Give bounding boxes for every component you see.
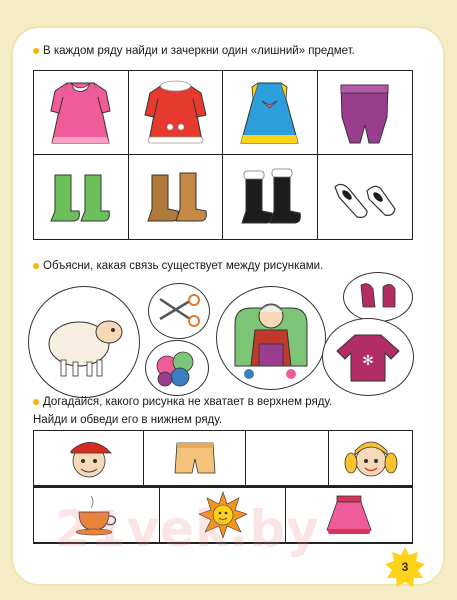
sweater-circle[interactable] xyxy=(322,318,414,396)
sweater-icon xyxy=(333,329,403,385)
shorts-cell[interactable] xyxy=(144,431,246,486)
page-number: 3 xyxy=(401,560,409,574)
black-boots-icon xyxy=(232,161,307,233)
scissors-icon xyxy=(156,293,202,329)
red-fur-coat-cell[interactable] xyxy=(129,71,224,155)
skirt-icon xyxy=(321,490,377,540)
task3-instruction xyxy=(33,396,332,408)
task3-text-1: Догадайся, какого рисунка не хватает в верхнем ряду. xyxy=(43,396,333,408)
task1-grid xyxy=(33,70,413,240)
bullet-icon xyxy=(33,48,39,54)
purple-romper-icon xyxy=(327,77,402,149)
black-boots-cell[interactable] xyxy=(223,155,318,239)
yarn-balls-icon xyxy=(152,348,202,388)
task1-instruction xyxy=(33,45,355,57)
boy-face-icon xyxy=(61,433,117,483)
bullet-icon xyxy=(33,399,39,405)
yarn-circle[interactable] xyxy=(145,340,209,396)
pink-dress-icon xyxy=(43,77,118,149)
shorts-icon xyxy=(167,433,223,483)
task3-top-row xyxy=(33,430,413,487)
white-shoes-icon xyxy=(327,161,402,233)
pink-dress-cell[interactable] xyxy=(34,71,129,155)
grandma-circle[interactable] xyxy=(216,286,326,390)
empty-cell[interactable] xyxy=(246,431,329,486)
task1-text: В каждом ряду найди и зачеркни один «лишний» предмет. xyxy=(43,45,355,57)
watermark-text: 21vek.by xyxy=(55,500,320,558)
girl-face-cell[interactable] xyxy=(329,431,412,486)
mittens-circle[interactable] xyxy=(343,272,413,322)
green-boots-icon xyxy=(43,161,118,233)
sheep-icon xyxy=(39,302,129,382)
sheep-circle[interactable] xyxy=(28,286,140,398)
red-fur-coat-icon xyxy=(138,77,213,149)
grandma-knitting-icon xyxy=(229,294,313,382)
brown-boots-icon xyxy=(138,161,213,233)
task2-instruction xyxy=(33,260,323,272)
task3-instruction-2 xyxy=(33,414,222,426)
mittens-icon xyxy=(355,281,401,313)
white-shoes-cell[interactable] xyxy=(318,155,413,239)
green-boots-cell[interactable] xyxy=(34,155,129,239)
brown-boots-cell[interactable] xyxy=(129,155,224,239)
purple-romper-cell[interactable] xyxy=(318,71,413,155)
svg-text:✻: ✻ xyxy=(362,353,374,369)
bullet-icon xyxy=(33,263,39,269)
boy-face-cell[interactable] xyxy=(34,431,144,486)
girl-face-icon xyxy=(341,433,401,483)
task2-text: Объясни, какая связь существует между рисунками. xyxy=(43,260,324,272)
blue-dress-icon xyxy=(232,77,307,149)
task3-text-2: Найди и обведи его в нижнем ряду. xyxy=(33,414,223,426)
blue-dress-cell[interactable] xyxy=(223,71,318,155)
scissors-circle[interactable] xyxy=(148,283,210,339)
